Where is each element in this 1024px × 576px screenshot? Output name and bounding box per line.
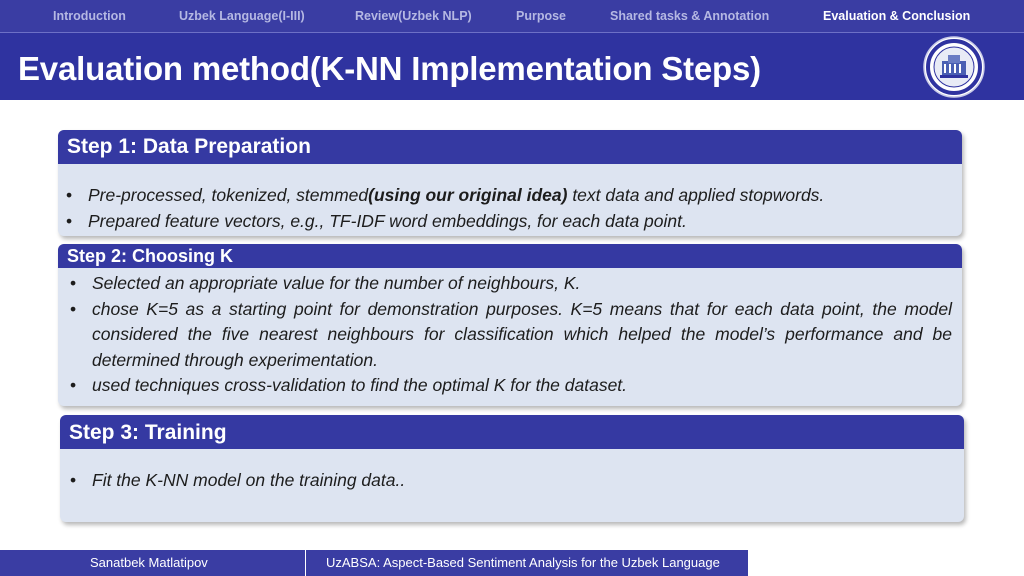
- list-item: • chose K=5 as a starting point for demonstration purposes. K=5 means that for each data point, the model considered the five nearest neighbours for classification which helped the model’s performance and be determined through experimentation.: [62, 297, 952, 374]
- nav-item-shared-tasks[interactable]: Shared tasks & Annotation: [610, 9, 770, 23]
- nav-item-introduction[interactable]: Introduction: [53, 9, 126, 23]
- step-1-title: Step 1: Data Preparation: [58, 130, 962, 164]
- footer: [0, 550, 748, 576]
- footer-talk-title: UzABSA: Aspect-Based Sentiment Analysis for the Uzbek Language: [306, 550, 748, 576]
- title-bar: [0, 32, 1024, 100]
- list-item: • Selected an appropriate value for the number of neighbours, K.: [62, 271, 952, 297]
- top-navigation-bar: [0, 0, 1024, 32]
- nav-item-review[interactable]: Review(Uzbek NLP): [355, 9, 472, 23]
- step-2-title: Step 2: Choosing K: [58, 244, 962, 268]
- list-item: • Prepared feature vectors, e.g., TF-IDF word embeddings, for each data point.: [58, 209, 948, 235]
- list-item: • used techniques cross-validation to find the optimal K for the dataset.: [62, 373, 952, 399]
- nav-item-uzbek-language[interactable]: Uzbek Language(I-III): [179, 9, 305, 23]
- list-item: • Fit the K-NN model on the training data..: [62, 468, 952, 494]
- step-3-title: Step 3: Training: [60, 415, 964, 449]
- nav-item-evaluation-conclusion[interactable]: Evaluation & Conclusion: [823, 9, 971, 23]
- step-2-bullet-list: [62, 271, 952, 399]
- page-title: Evaluation method(K-NN Implementation Steps): [18, 50, 761, 87]
- step-1-card: [58, 130, 962, 236]
- university-seal-icon: [922, 35, 986, 99]
- step-2-card: [58, 244, 962, 406]
- list-item: • Pre-processed, tokenized, stemmed(using our original idea) text data and applied stopwords.: [58, 183, 948, 209]
- nav-item-purpose[interactable]: Purpose: [516, 9, 567, 23]
- footer-author: Sanatbek Matlatipov: [0, 550, 305, 576]
- step-1-bullet-list: [58, 183, 948, 234]
- step-3-card: [60, 415, 964, 522]
- step-3-bullet-list: [62, 468, 952, 494]
